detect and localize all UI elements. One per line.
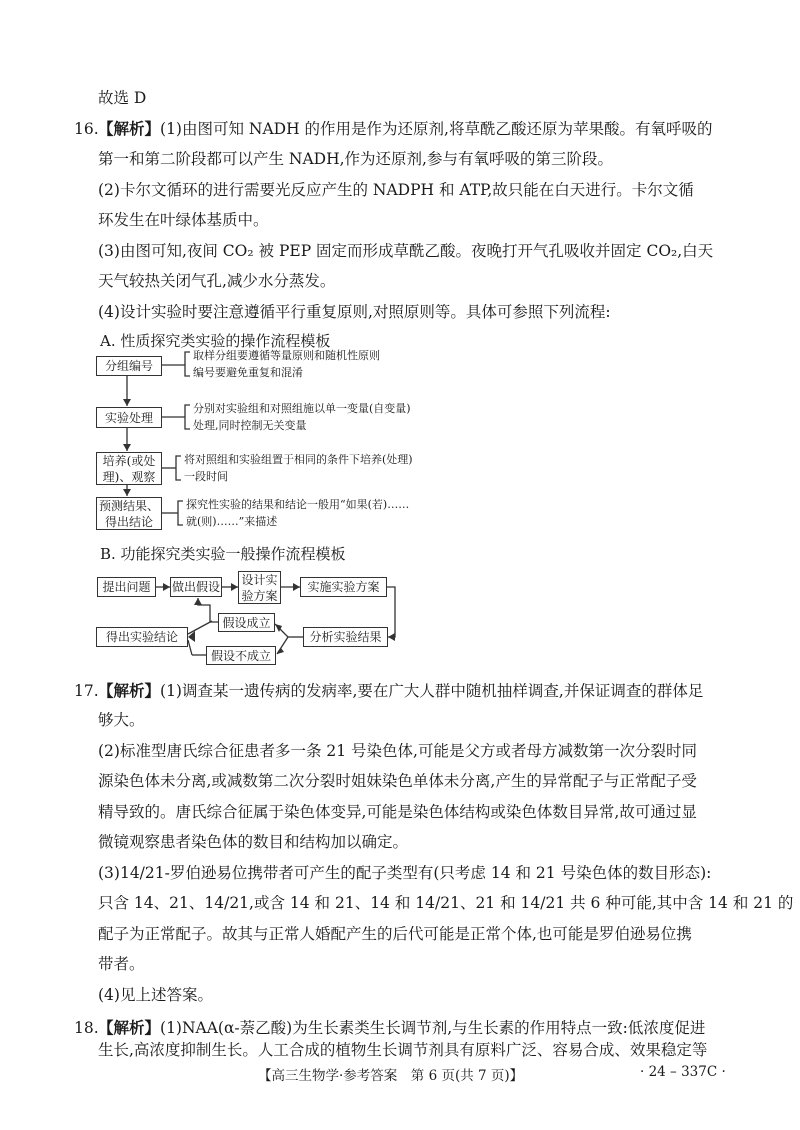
q17-line-7: (3)14/21-罗伯逊易位携带者可产生的配子类型有(只考虑 14 和 21 号染色体的数目形态): [98, 864, 712, 882]
flow-b-draw-conclusion: 得出实验结论 [96, 627, 188, 647]
flow-a-title: A. 性质探究类实验的操作流程模板 [100, 332, 331, 350]
q16-line-2: 第一和第二阶段都可以产生 NADH,作为还原剂,参与有氧呼吸的第三阶段。 [98, 150, 613, 168]
q17-line-10: 带者。 [98, 955, 145, 973]
q17-line-5: 精导致的。唐氏综合征属于染色体变异,可能是染色体结构或染色体数目异常,故可通过显 [98, 803, 697, 821]
flow-a-step-conclusion: 预测结果、 得出结论 [96, 497, 162, 530]
q17-line-1 [98, 681, 703, 701]
flow-a-step-treatment-note-1: 分别对实验组和对照组施以单一变量(自变量) [193, 402, 411, 415]
q18-line-2: 生长,高浓度抑制生长。人工合成的植物生长调节剂具有原料广泛、容易合成、效果稳定等 [98, 1041, 708, 1059]
flow-a-step-group: 分组编号 [96, 356, 162, 376]
q16-number: 16. [74, 120, 99, 138]
footer-page-info: 【高三生物学·参考答案 第 6 页(共 7 页)】 [258, 1068, 524, 1084]
q18-text-1: (1)NAA(α-萘乙酸)为生长素类生长调节剂,与生长素的作用特点一致:低浓度促进 [160, 1019, 706, 1037]
flow-a-step-culture: 培养(或处 理)、观察 [96, 452, 162, 485]
q17-line-11: (4)见上述答案。 [98, 986, 213, 1004]
q16-line-6: 天气较热关闭气孔,减少水分蒸发。 [98, 272, 336, 290]
flow-a-step-culture-note-2: 一段时间 [184, 470, 228, 483]
q17-number: 17. [74, 682, 99, 700]
q18-tag: 【解析】 [98, 1018, 161, 1037]
flow-a-step-treatment-note-2: 处理,同时控制无关变量 [193, 419, 307, 432]
previous-answer: 故选 D [98, 89, 147, 107]
flow-a-step-culture-note-1: 将对照组和实验组置于相同的条件下培养(处理) [184, 453, 413, 466]
flow-b-implement-plan: 实施实验方案 [300, 577, 387, 597]
q17-line-8: 只含 14、21、14/21,或含 14 和 21、14 和 14/21、21 和 14/21 共 6 种可能,其中含 14 和 21 的 [98, 894, 794, 912]
flow-b-design-plan: 设计实 验方案 [238, 571, 281, 604]
q17-line-3: (2)标准型唐氏综合征患者多一条 21 号染色体,可能是父方或者母方减数第一次分裂时同 [98, 742, 697, 760]
q17-line-6: 微镜观察患者染色体的数目和结构加以确定。 [98, 833, 409, 851]
footer-code: · 24 – 337C · [640, 1064, 726, 1080]
q17-line-4: 源染色体未分离,或减数第二次分裂时姐妹染色单体未分离,产生的异常配子与正常配子受 [98, 772, 697, 790]
q17-tag: 【解析】 [98, 681, 161, 700]
flow-a-step-treatment: 实验处理 [96, 407, 162, 428]
q18-line-1 [98, 1018, 705, 1038]
q16-line-5: (3)由图可知,夜间 CO₂ 被 PEP 固定而形成草酰乙酸。夜晚打开气孔吸收并固定 CO₂,白天 [98, 242, 714, 260]
q16-text-1: (1)由图可知 NADH 的作用是作为还原剂,将草酰乙酸还原为苹果酸。有氧呼吸的 [160, 120, 713, 138]
flow-a-step-conclusion-note-2: 就(则)……”来描述 [186, 515, 278, 528]
q18-number: 18. [74, 1019, 99, 1037]
flow-b-title: B. 功能探究类实验一般操作流程模板 [100, 545, 346, 563]
q16-line-4: 环发生在叶绿体基质中。 [98, 211, 269, 229]
flow-a-step-group-note-2: 编号要避免重复和混淆 [193, 366, 303, 379]
q16-tag: 【解析】 [98, 119, 161, 138]
q17-text-1: (1)调查某一遗传病的发病率,要在广大人群中随机抽样调查,并保证调查的群体足 [160, 682, 704, 700]
q16-line-3: (2)卡尔文循环的进行需要光反应产生的 NADPH 和 ATP,故只能在白天进行。卡尔文循 [98, 181, 694, 199]
flow-b-analyze-results: 分析实验结果 [303, 627, 388, 647]
flow-b-pose-question: 提出问题 [97, 577, 156, 597]
flow-a-step-conclusion-note-1: 探究性实验的结果和结论一般用“如果(若)…… [186, 498, 410, 511]
q17-line-9: 配子为正常配子。故其与正常人婚配产生的后代可能是正常个体,也可能是罗伯逊易位携 [98, 925, 692, 943]
flow-b-hypothesis-true: 假设成立 [218, 613, 275, 632]
q16-line-7: (4)设计实验时要注意遵循平行重复原则,对照原则等。具体可参照下列流程: [98, 303, 611, 321]
flow-a-step-group-note-1: 取样分组要遵循等量原则和随机性原则 [193, 349, 380, 362]
q17-line-2: 够大。 [98, 711, 145, 729]
flow-b-hypothesis-false: 假设不成立 [206, 646, 276, 665]
flow-b-make-hypothesis: 做出假设 [170, 577, 222, 597]
